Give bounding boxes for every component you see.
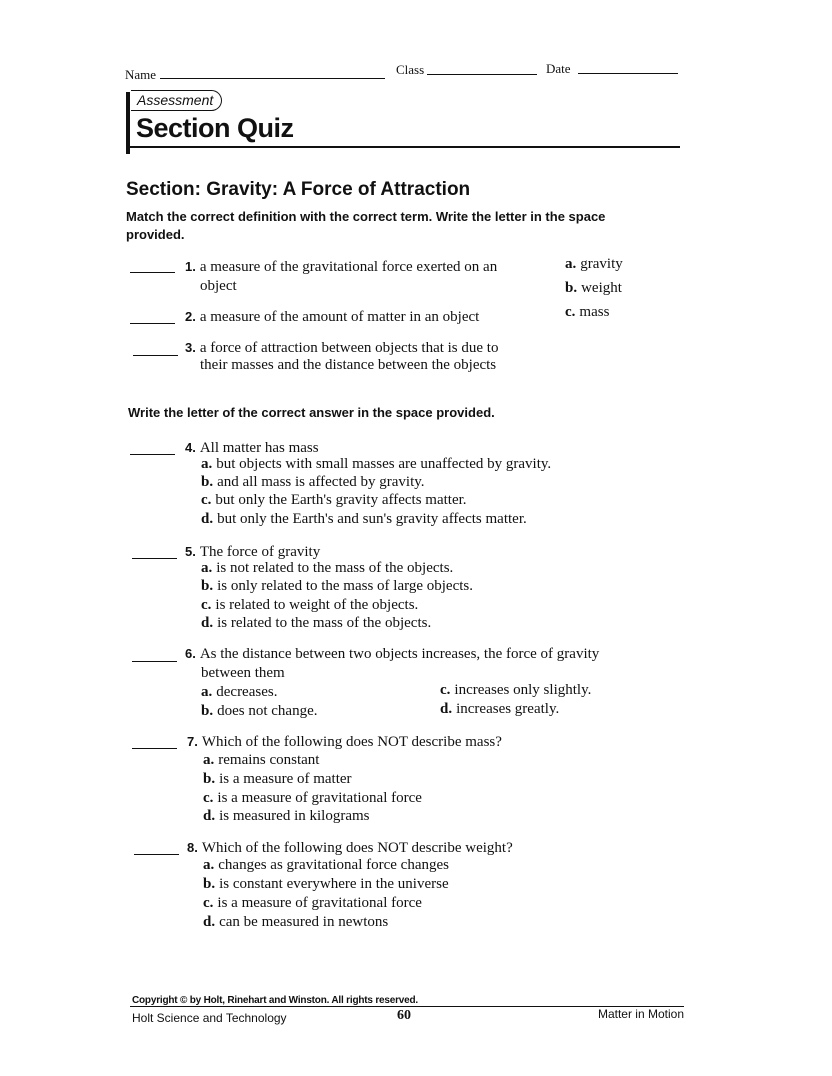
mc-instructions: Write the letter of the correct answer in the space provided. <box>128 405 495 420</box>
option-letter: b. <box>203 771 216 787</box>
option-letter: d. <box>203 808 216 824</box>
option-letter: c. <box>201 492 212 508</box>
date-field[interactable] <box>578 59 678 74</box>
question-stem: Which of the following does NOT describe weight? <box>201 840 513 856</box>
option-d <box>201 511 527 528</box>
unit-title: Matter in Motion <box>597 1007 684 1021</box>
option-b <box>203 876 449 893</box>
match-instructions: Match the correct definition with the correct term. Write the letter in the space provided. <box>126 209 606 242</box>
match-item-3 <box>185 339 498 357</box>
question-number: 4. <box>185 440 196 455</box>
page-title: Section Quiz <box>136 113 294 143</box>
option-letter: c. <box>203 790 214 806</box>
option-text: is a measure of matter <box>219 771 352 787</box>
match-text-line2: their masses and the distance between the objects <box>200 357 497 373</box>
option-letter: c. <box>440 682 451 698</box>
option-letter: d. <box>203 914 216 930</box>
term-letter: c. <box>565 304 576 320</box>
option-c <box>203 790 422 807</box>
option-letter: d. <box>201 511 214 527</box>
option-b <box>201 578 473 595</box>
question-stem: Which of the following does NOT describe mass? <box>201 734 502 750</box>
match-text-line2: object <box>200 278 237 294</box>
option-letter: b. <box>201 474 214 490</box>
term-text: weight <box>581 280 622 296</box>
match-item-1 <box>185 258 497 276</box>
question-number: 3. <box>185 340 196 355</box>
question-number: 7. <box>187 734 198 749</box>
option-text: is measured in kilograms <box>219 808 370 824</box>
option-text: but only the Earth's gravity affects matter. <box>215 492 467 508</box>
question-stem-line2: between them <box>201 665 285 681</box>
option-letter: b. <box>203 876 216 892</box>
option-b <box>201 703 317 720</box>
question-number: 6. <box>185 646 196 661</box>
option-text: is only related to the mass of large objects. <box>217 578 474 594</box>
option-letter: a. <box>201 456 213 472</box>
answer-line-8[interactable] <box>134 854 179 855</box>
option-d <box>201 615 431 632</box>
page-number: 60 <box>397 1008 411 1023</box>
banner-left-bar <box>126 92 130 154</box>
option-text: does not change. <box>217 703 318 719</box>
option-letter: a. <box>201 560 213 576</box>
option-a <box>203 857 449 874</box>
option-text: changes as gravitational force changes <box>218 857 449 873</box>
question-stem: The force of gravity <box>199 544 321 560</box>
term-b <box>565 280 622 297</box>
option-text: but objects with small masses are unaffected by gravity. <box>216 456 552 472</box>
question-7 <box>187 733 502 751</box>
option-d <box>203 808 369 825</box>
option-c <box>201 492 467 509</box>
section-title: Section: Gravity: A Force of Attraction <box>126 179 471 200</box>
match-item-2 <box>185 308 479 326</box>
name-label: Name <box>125 67 157 82</box>
option-letter: d. <box>440 701 453 717</box>
question-5 <box>185 543 320 561</box>
option-a <box>201 684 277 701</box>
option-letter: c. <box>201 597 212 613</box>
option-text: is a measure of gravitational force <box>217 895 422 911</box>
term-text: gravity <box>580 256 623 272</box>
question-stem: All matter has mass <box>199 440 319 456</box>
match-text-line1: a measure of the gravitational force exerted on an <box>199 259 498 275</box>
question-6 <box>185 645 599 663</box>
answer-line-1[interactable] <box>130 272 175 273</box>
option-text: is a measure of gravitational force <box>217 790 422 806</box>
option-letter: a. <box>203 857 215 873</box>
question-number: 8. <box>187 840 198 855</box>
option-b <box>201 474 425 491</box>
term-c <box>565 304 609 321</box>
class-label: Class <box>396 62 425 77</box>
question-stem: As the distance between two objects increases, the force of gravity <box>199 646 600 662</box>
option-a <box>201 560 453 577</box>
option-text: increases only slightly. <box>454 682 592 698</box>
option-letter: b. <box>201 578 214 594</box>
question-4 <box>185 439 319 457</box>
option-letter: a. <box>203 752 215 768</box>
option-text: is constant everywhere in the universe <box>219 876 449 892</box>
banner-rule <box>128 146 680 148</box>
copyright-notice: Copyright © by Holt, Rinehart and Winston. All rights reserved. <box>132 995 419 1006</box>
name-field[interactable] <box>160 64 385 79</box>
option-d <box>203 914 388 931</box>
option-text: can be measured in newtons <box>219 914 389 930</box>
option-c <box>440 682 591 699</box>
answer-line-3[interactable] <box>133 355 178 356</box>
term-a <box>565 256 623 273</box>
answer-line-5[interactable] <box>132 558 177 559</box>
option-b <box>203 771 352 788</box>
question-number: 5. <box>185 544 196 559</box>
option-c <box>201 597 418 614</box>
assessment-tag: Assessment <box>131 90 222 111</box>
option-text: and all mass is affected by gravity. <box>217 474 425 490</box>
match-text-line1: a force of attraction between objects that is due to <box>199 340 499 356</box>
match-text-line1: a measure of the amount of matter in an object <box>199 309 480 325</box>
publisher-name: Holt Science and Technology <box>132 1011 287 1025</box>
term-text: mass <box>579 304 610 320</box>
option-c <box>203 895 422 912</box>
answer-line-4[interactable] <box>130 454 175 455</box>
option-text: is not related to the mass of the objects. <box>216 560 454 576</box>
question-number: 1. <box>185 259 196 274</box>
option-a <box>201 456 551 473</box>
date-label: Date <box>546 61 571 76</box>
question-number: 2. <box>185 309 196 324</box>
class-field[interactable] <box>427 60 537 75</box>
term-letter: b. <box>565 280 578 296</box>
answer-line-7[interactable] <box>132 748 177 749</box>
option-text: is related to the mass of the objects. <box>217 615 432 631</box>
question-8 <box>187 839 513 857</box>
answer-line-6[interactable] <box>132 661 177 662</box>
option-letter: a. <box>201 684 213 700</box>
option-letter: b. <box>201 703 214 719</box>
option-letter: d. <box>201 615 214 631</box>
answer-line-2[interactable] <box>130 323 175 324</box>
option-text: is related to weight of the objects. <box>215 597 419 613</box>
option-text: but only the Earth's and sun's gravity affects matter. <box>217 511 527 527</box>
option-d <box>440 701 559 718</box>
option-a <box>203 752 319 769</box>
option-text: remains constant <box>218 752 320 768</box>
option-letter: c. <box>203 895 214 911</box>
option-text: increases greatly. <box>456 701 560 717</box>
term-letter: a. <box>565 256 577 272</box>
option-text: decreases. <box>216 684 278 700</box>
